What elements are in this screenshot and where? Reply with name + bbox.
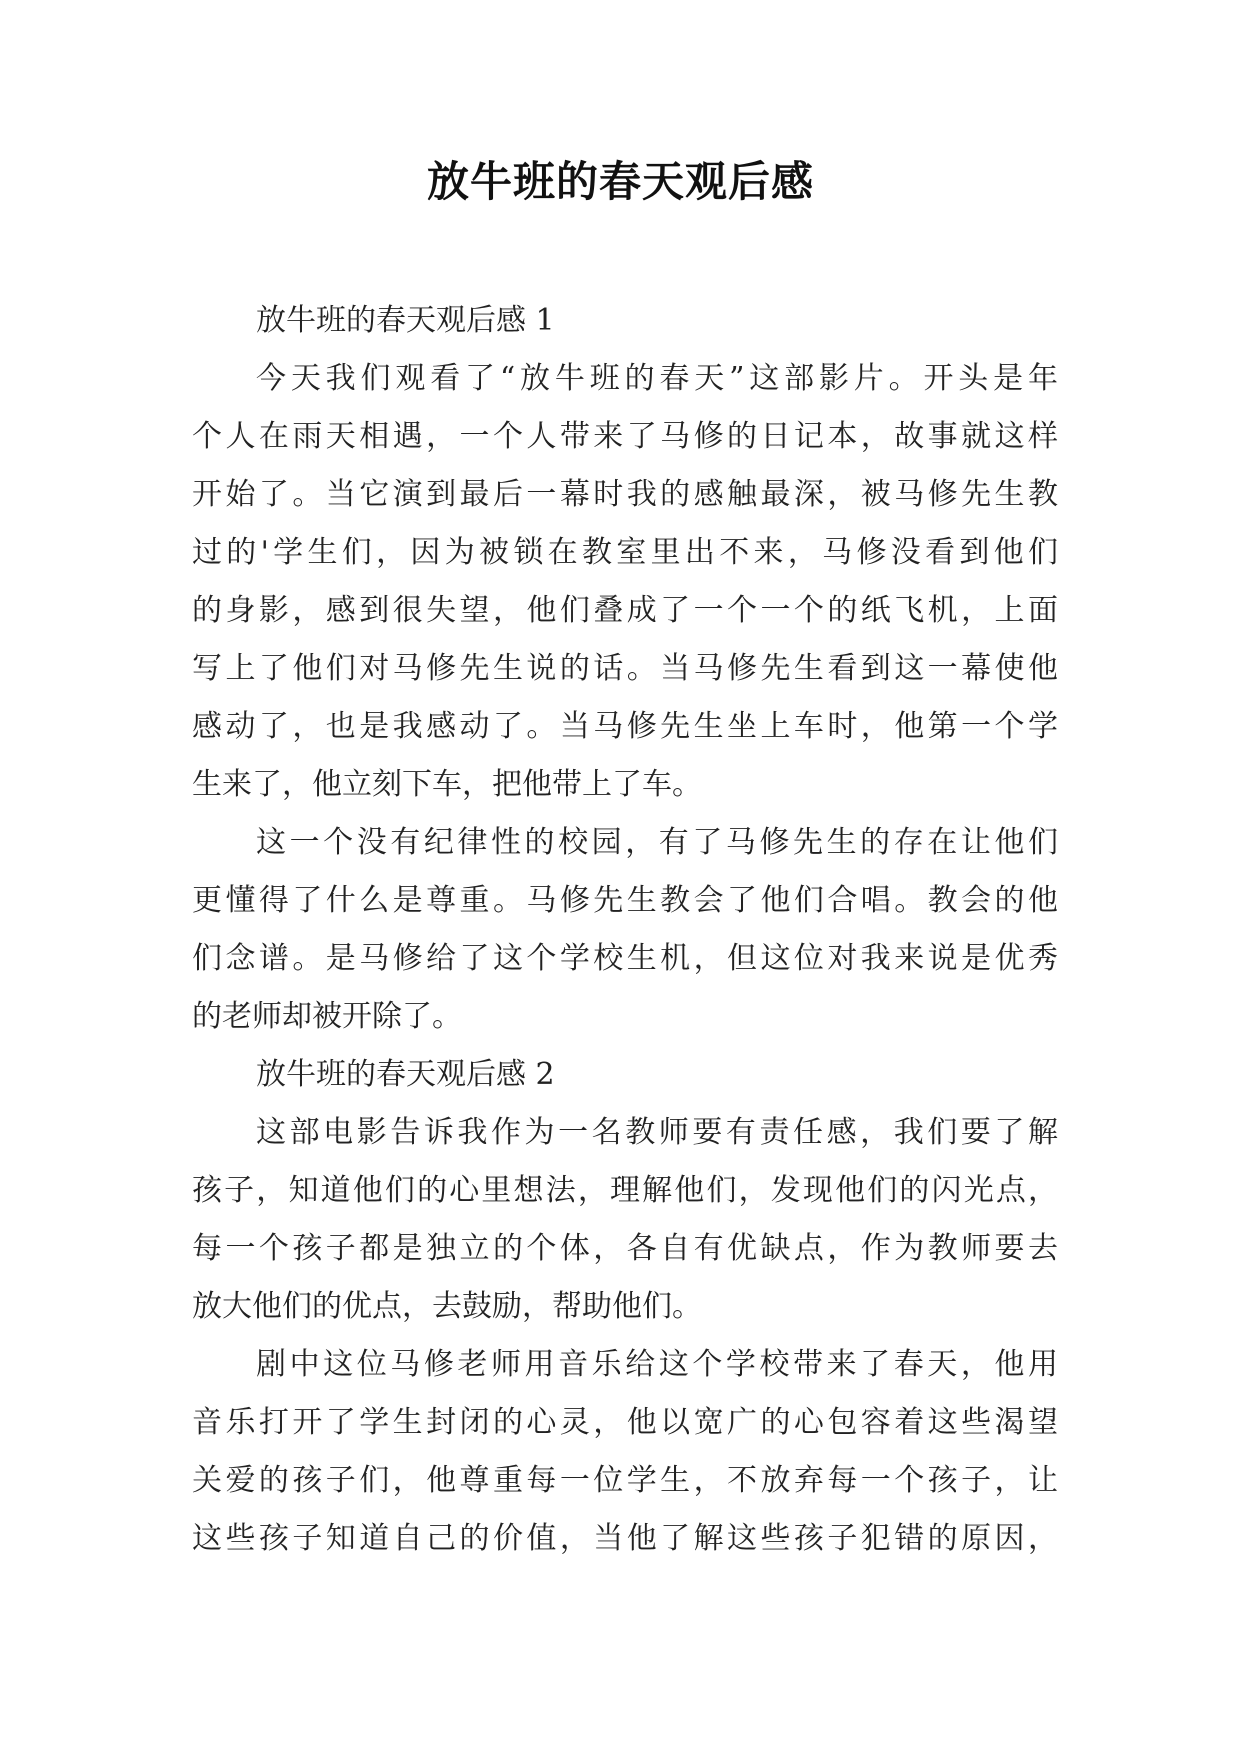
paragraph-line: 这些孩子知道自己的价值，当他了解这些孩子犯错的原因，: [192, 1521, 1058, 1556]
paragraph-line: 开始了。当它演到最后一幕时我的感触最深，被马修先生教: [192, 477, 1058, 512]
paragraph-line: 更懂得了什么是尊重。马修先生教会了他们合唱。教会的他: [192, 883, 1058, 918]
document-title: 放牛班的春天观后感: [426, 157, 814, 206]
paragraph-line: 孩子，知道他们的心里想法，理解他们，发现他们的闪光点，: [192, 1173, 1058, 1208]
paragraph-line: 写上了他们对马修先生说的话。当马修先生看到这一幕使他: [192, 651, 1058, 686]
paragraph-line: 放大他们的优点，去鼓励，帮助他们。: [192, 1289, 702, 1324]
paragraph-line: 的老师却被开除了。: [192, 999, 462, 1034]
paragraph-line: 个人在雨天相遇，一个人带来了马修的日记本，故事就这样: [192, 419, 1058, 454]
paragraph-line: 生来了，他立刻下车，把他带上了车。: [192, 767, 702, 802]
paragraph-line: 这部电影告诉我作为一名教师要有责任感，我们要了解: [256, 1115, 1058, 1150]
paragraph-line: 的身影，感到很失望，他们叠成了一个一个的纸飞机，上面: [192, 593, 1058, 628]
document-body: [192, 292, 1058, 1568]
paragraph-line: 们念谱。是马修给了这个学校生机，但这位对我来说是优秀: [192, 941, 1058, 976]
paragraph-line: 今天我们观看了“放牛班的春天”这部影片。开头是年: [256, 361, 1058, 396]
paragraph-line: 音乐打开了学生封闭的心灵，他以宽广的心包容着这些渴望: [192, 1405, 1058, 1440]
paragraph-line: 剧中这位马修老师用音乐给这个学校带来了春天，他用: [256, 1347, 1058, 1382]
section-heading-2: 放牛班的春天观后感 2: [256, 1057, 555, 1092]
paragraph-line: 过的'学生们，因为被锁在教室里出不来，马修没看到他们: [192, 535, 1058, 570]
paragraph-line: 每一个孩子都是独立的个体，各自有优缺点，作为教师要去: [192, 1231, 1058, 1266]
section-heading-1: 放牛班的春天观后感 1: [256, 303, 555, 338]
paragraph-line: 感动了，也是我感动了。当马修先生坐上车时，他第一个学: [192, 709, 1058, 744]
paragraph-line: 关爱的孩子们，他尊重每一位学生，不放弃每一个孩子，让: [192, 1463, 1058, 1498]
paragraph-line: 这一个没有纪律性的校园，有了马修先生的存在让他们: [256, 825, 1058, 860]
